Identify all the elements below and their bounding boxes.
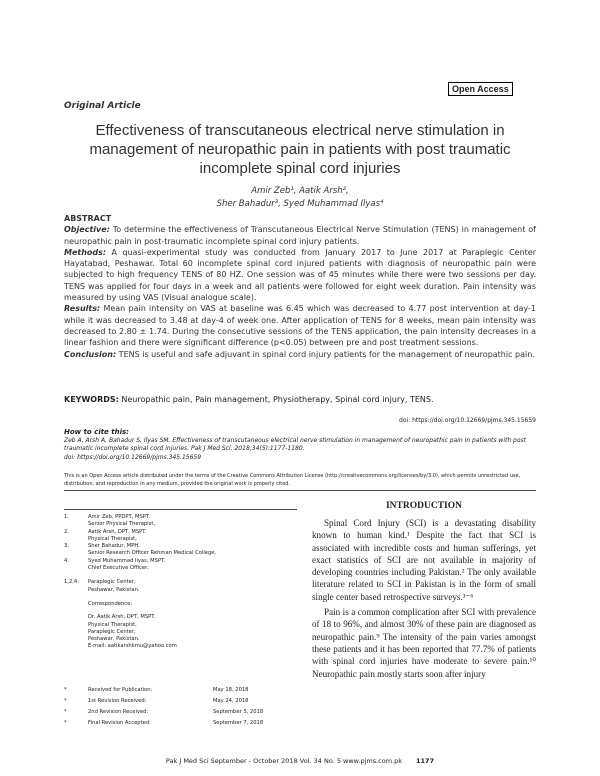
date-label: Final Revision Accepted: (88, 719, 151, 726)
abstract-objective (64, 224, 536, 247)
affiliation-line: Amir Zeb, PPDPT, MSPT. (88, 514, 151, 520)
center-line: Paraplegic Center, (88, 579, 136, 586)
page-number: 1177 (416, 757, 435, 765)
date-marker: * (64, 708, 67, 715)
affiliation-3 (64, 543, 304, 558)
affiliation-line: Senior Physical Therapist, (88, 521, 155, 528)
keywords-label: KEYWORDS: (64, 395, 119, 404)
date-label: Received for Publication: (88, 686, 153, 693)
objective-label: Objective: (64, 225, 110, 235)
affiliation-line: Syed Muhammad Ilyas, MSPT. (88, 557, 166, 564)
footer-journal: Pak J Med Sci September - October 2018 Vol. 34 No. 5 www.pjms.com.pk (165, 757, 403, 765)
affiliation-line: Physical Therapist, (88, 535, 137, 542)
open-access-badge: Open Access (448, 82, 513, 96)
center-line: Peshawar, Pakistan. (88, 586, 140, 593)
affiliation-4 (64, 558, 304, 573)
authors-line-1: Amir Zeb¹, Aatik Arsh², (251, 186, 349, 196)
date-marker: * (64, 686, 67, 693)
conclusion-label: Conclusion: (64, 349, 117, 359)
affiliation-number: 2. (64, 528, 69, 535)
date-row (64, 717, 304, 728)
affiliations (64, 514, 304, 651)
abstract-methods (64, 247, 536, 303)
keywords-text: Neuropathic pain, Pain management, Physiotherapy, Spinal cord injury, TENS. (118, 395, 434, 404)
abstract-heading: ABSTRACT (64, 214, 112, 223)
date-row (64, 684, 304, 695)
date-label: 2nd Revision Received: (88, 708, 149, 715)
affiliation-line: Aatik Arsh, DPT, MSPT. (88, 528, 147, 535)
abstract (64, 213, 536, 360)
date-value: September 5, 2018 (213, 708, 264, 715)
affiliation-2 (64, 529, 304, 544)
date-row (64, 706, 304, 717)
cite-text: Zeb A, Arsh A, Bahadur S, Ilyas SM. Effectiveness of transcutaneous electrical nerve stimulation in management of neuropathic pain in patients with post traumatic incomplete spinal cord injuries. Pak J Med Sci. 2018;34(5):1177-1180. (64, 436, 527, 452)
affiliation-number: 4. (64, 557, 69, 564)
date-marker: * (64, 697, 67, 704)
center-number: 1,2,4: (64, 579, 79, 586)
date-value: May 24, 2018 (213, 697, 249, 704)
objective-text: To determine the effectiveness of Transcutaneous Electrical Nerve Stimulation (TENS) in management of neuropathic pain in post-traumatic incomplete spinal cord injury patients. (64, 225, 536, 246)
correspondence-line: Peshawar, Pakistan. (88, 636, 140, 643)
introduction-heading: INTRODUCTION (385, 501, 462, 511)
divider (64, 490, 536, 491)
affiliation-number: 1. (64, 514, 69, 520)
affiliation-line: Senior Research Officer Rehman Medical College, (88, 550, 217, 557)
divider-left (64, 509, 297, 510)
results-text: Mean pain intensity on VAS at baseline was 6.45 which was decreased to 4.77 post intervention at day-1 while it was decreased to 3.48 at day-4 of week one. After application of TENS for 8 weeks, mean pain intensity was decreased to 2.80 ± 1.74. During the consecutive sessions of the TENS application, the pain intensity decreases in a linear fashion and there were significant difference (p<0.05) between pre and post treatment sessions. (64, 304, 536, 348)
publication-dates (64, 684, 304, 728)
correspondence-email[interactable]: E-mail: aatikarshkmu@yahoo.com (88, 643, 177, 650)
methods-text: A quasi-experimental study was conducted from January 2017 to June 2017 at Paraplegic Center Hayatabad, Peshawar. Total 60 incomplete spinal cord injured patients with diagnosis of neuropathic pain were subjected to high frequency TENS of 80 HZ. One session was of 45 minutes while there were two sessions per day. TENS was applied for four days in a week and all patients were followed for eight week duration. Pain intensity was measured by using VAS (Visual analogue scale). (64, 247, 536, 303)
correspondence-line: Dr. Aatik Arsh, DPT, MSPT. (88, 614, 156, 621)
conclusion-text: TENS is useful and safe adjuvant in spinal cord injury patients for the management of neuropathic pain. (116, 349, 535, 359)
abstract-results (64, 303, 536, 348)
abstract-conclusion (64, 349, 536, 360)
center-affiliation (64, 579, 304, 594)
results-label: Results: (64, 304, 101, 314)
intro-paragraph-2: Pain is a common complication after SCI with prevalence of 18 to 96%, and almost 30% of these pain are diagnosed as neuropathic pain.⁹ The intensity of the pain varies amongst these patients and it has been reported that 77.7% of patients with spinal cord injuries have moderate to severe pain.¹⁰ Neuropathic pain mostly starts soon after injury (312, 607, 536, 679)
how-to-cite (64, 428, 536, 462)
date-label: 1st Revision Received: (88, 697, 147, 704)
correspondence-label: Correspondence: (88, 600, 133, 607)
authors-line-2: Sher Bahadur³, Syed Muhammad Ilyas⁴ (216, 199, 384, 209)
doi-link[interactable]: doi: https://doi.org/10.12669/pjms.345.15659 (399, 417, 536, 424)
keywords (64, 395, 536, 404)
article-title: Effectiveness of transcutaneous electrical nerve stimulation in management of neuropathic pain in patients with post traumatic incomplete spinal cord injuries (89, 122, 511, 177)
date-value: May 18, 2018 (213, 686, 249, 693)
authors (64, 185, 536, 211)
correspondence (64, 601, 304, 651)
affiliation-number: 3. (64, 543, 69, 550)
date-marker: * (64, 719, 67, 726)
correspondence-line: Paraplegic Center, (88, 628, 136, 635)
intro-paragraph-1: Spinal Cord Injury (SCI) is a devastating disability known to human kind.¹ Despite the fact that SCI is associated with incredible costs and human sufferings, yet exact statistics of SCI are not available in majority of developing countries including Pakistan.² The only available literature related to SCI in Pakistan is in the form of small single center based retrospective surveys.³⁻⁶ (312, 518, 536, 602)
page-footer (64, 757, 536, 765)
license-notice: This is an Open Access article distributed under the terms of the Creative Commons Attribution License (http://creativecommons.org/licenses/by/3.0), which permits unrestricted use, distribution, and reproduction in any medium, provided the original work is properly cited. (64, 473, 521, 487)
affiliation-line: Sher Bahadur, MPH. (88, 543, 140, 550)
methods-label: Methods: (64, 247, 107, 257)
article-type: Original Article (64, 101, 141, 111)
date-value: September 7, 2018 (213, 719, 264, 726)
cite-label: How to cite this: (64, 428, 129, 436)
correspondence-line: Physical Therapist, (88, 621, 137, 628)
affiliation-1 (64, 514, 304, 529)
cite-doi[interactable]: doi: https://doi.org/10.12669/pjms.345.15659 (64, 453, 202, 461)
introduction-body (312, 517, 536, 683)
affiliation-line: Chief Executive Officer, (88, 565, 149, 572)
date-row (64, 695, 304, 706)
